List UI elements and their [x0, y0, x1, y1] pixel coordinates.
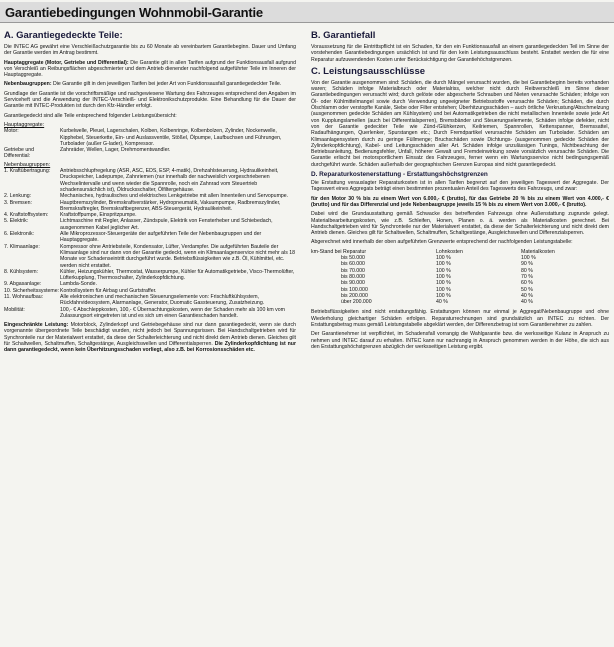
list-item [4, 244, 296, 269]
section-a-title: A. Garantiegedeckte Teile: [4, 30, 123, 41]
table-body [311, 255, 561, 305]
list-item-label: 11. Wohnaufbau: [4, 293, 44, 300]
list-item-value: Kompressor ohne Antriebsteile, Kondensator, Lüfter, Verdampfer. Die aufgeführten Bauteile der Klimaanlage sind nur dann von der Garantie gedeckt, wenn ein Klimaanlagenservice nicht mehr als 18 Monate vor Schadenseintritt durchgeführt wurde. Betriebsflüssigkeiten wie z.B. Öl, Kühlmittel, etc. werden nicht erstattet. [60, 243, 296, 269]
list-item-value: Lambda-Sonde. [60, 281, 97, 288]
section-c-title: C. Leistungsausschlüsse [311, 65, 426, 77]
list-item-value: Lichtmaschine mit Regler, Anlasser, Zündspule, Elektrik von Fensterheber und Schiebedach, ausgenommen Kabel jeglicher Art. [60, 218, 273, 231]
list-item-label: 8. Kühlsystem: [4, 268, 39, 275]
table-header-material: Materialkosten [521, 248, 555, 255]
nebenbaugruppen-group [4, 162, 296, 319]
list-item-label: 1. Kraftübertragung: [4, 168, 51, 175]
gedeckt-paragraph: Garantiegedeckt sind alle Teile entsprechend folgender Leistungsübersicht: [4, 112, 177, 119]
list-item [4, 269, 296, 282]
list-item-label: 2. Lenkung: [4, 193, 32, 200]
list-item-label: Mobilität: [4, 306, 25, 313]
table-cell: bis 90.000 [341, 280, 365, 287]
haupt-label: Hauptaggregate (Motor, Getriebe und Differential): [4, 59, 129, 66]
table-cell: 100 % [436, 292, 451, 299]
haupt-paragraph [4, 60, 296, 79]
table-row [311, 287, 561, 293]
list-item-value: Zahnräder, Wellen, Lager, Drehmomentwandler. [60, 147, 171, 154]
table-header-lohn: Lohnkosten [436, 248, 463, 255]
section-d-p2: Dabei wird die Grundausstattung gemäß Schwacke des betreffenden Fahrzeugs ohne Außenstattung zugrunde gelegt. Materialbearbeitungskosten, wie z.B. Schleifen, Honen, Planen o. ä. werden als Materialkosten gerechnet. Bei Handschaltgetrieben wird für Synchronteile nur der Materialwert erstattet, da diese der Schalterleichterung und nicht direkt dem Antrieb dienen. Gleiches gilt für Schaltwellen, Schaltmuffen, Schaltgestänge, Ausgleichswellen und Differenzialsperren. [311, 211, 609, 237]
haupt-text: Die Garantie gilt in allen Tarifen aufgrund der Funktionsausfall aufgrund von Verschleiß an Reibungsflächen abgeschmierter und dem Antrieb dienender nachfolgend aufgeführter Teile im Inneren der Hauptaggregate. [4, 59, 296, 79]
intro-paragraph: Die INTEC AG gewährt eine Verschleißschutzgarantie bis zu 60 Monate ab vereinbartem Garantiebeginn. Dauer und Umfang der Garantie werden im Antrag bestimmt. [4, 44, 296, 57]
hauptaggregate-group [4, 122, 296, 160]
table-cell: bis 60.000 [341, 261, 365, 268]
list-item-label: 6. Elektronik: [4, 231, 34, 238]
table-cell: bis 100.000 [341, 286, 368, 293]
list-item-value: Kühler, Heizungskühler, Thermostat, Wasserpumpe, Kühler für Automatikgetriebe, Visco-Thermolüfter, Lüfterkupplung, Thermoschalter, Zylinderkopfdichtung. [60, 268, 295, 282]
table-cell: bis 70.000 [341, 267, 365, 274]
title-bar [0, 2, 614, 23]
list-item-value: Alle elektronischen und mechanischen Steuerungselemente von: Frischluftkühlsystem, Rückfahrvideosystem, Alarmanlage, Generator, Duomatic Gassteuerung, Zusatzheizung. [60, 293, 265, 307]
list-item [4, 200, 296, 213]
table-row [311, 261, 561, 267]
section-d-p4: Betriebsflüssigkeiten sind nicht erstattungsfähig. Erstattungen können nur einmal je Aggregat/Nebenbaugruppe und ohne Wiederholung gleichartiger Schäden erfolgen. Reparaturrechnungen sind grundsätzlich an INTEC zu richten. Der Erstattungsbetrag muss gemäß Leistungstabelle abgeklärt werden, der Differenzbetrag ist vom Garantienehmer zu zahlen. [311, 309, 609, 328]
eingeschraenkt-paragraph [4, 322, 296, 353]
table-cell: 40 % [436, 299, 448, 306]
leistungstabelle [311, 249, 561, 306]
table-cell: 100 % [521, 255, 536, 262]
list-item [4, 231, 296, 244]
list-item-label: 7. Klimaanlage: [4, 243, 40, 250]
list-item-label: Getriebe und Differential: [4, 147, 34, 160]
neben-label: Nebenbaugruppen: [4, 81, 52, 88]
table-cell: 80 % [521, 267, 533, 274]
list-item-label: 9. Abgasanlage: [4, 281, 42, 288]
list-item [4, 147, 296, 160]
list-item-value: Mechanisches, hydraulisches und elektrisches Lenkgetriebe mit allen Innenteilen und Servopumpe. [60, 193, 289, 200]
right-column [311, 28, 609, 353]
table-cell: bis 200.000 [341, 292, 368, 299]
list-item-value: Kraftstoffpumpe, Einspritzpumpe. [60, 212, 137, 219]
list-item-value: Kontrollsystem für Airbag und Gurtstraffer. [60, 287, 157, 294]
hauptaggregate-list [4, 128, 296, 159]
table-cell: 100 % [436, 261, 451, 268]
eingeschraenkt-bold: Die Zylinderkopfdichtung ist nur dann garantiegedeckt, wenn kein Überhitzungsschaden vorliegt, also z.B. bei Korrosionsschäden etc. [4, 341, 296, 354]
section-d-bold: für den Motor 30 % bis zu einem Wert von 6.000,- € (brutto), für das Getriebe 20 % bis zu einem Wert von 4.000,- € (brutto) und für das Differenzial und jede Nebenbaugruppe jeweils 15 % bis zu einem Wert von 3.000,- € (brutto). [311, 195, 609, 208]
eingeschraenkt-label: Eingeschränkte Leistung: [4, 322, 69, 329]
left-column [4, 28, 296, 357]
list-item [4, 168, 296, 193]
list-item-label: 4. Kraftstoffsystem: [4, 212, 49, 219]
table-cell: bis 80.000 [341, 273, 365, 280]
table-cell: 50 % [521, 286, 533, 293]
list-item [4, 128, 296, 147]
list-item-value: 100,- € Abschleppkosten, 100,- € Übernachtungskosten, wenn der Schaden mehr als 100 km vom Zulassungsort eingetreten ist und es sich um einen Garantieschaden handelt. [60, 306, 285, 319]
nebenbaugruppen-title: Nebenbaugruppen: [4, 161, 51, 168]
table-cell: 40 % [521, 299, 533, 306]
section-d-p5: Der Garantienehmer ist verpflichtet, im Schadensfall vorrangig die Wahlgarantie bzw. die werksseitige Kulanz in Anspruch zu nehmen und INTEC darauf zu erhalten. INTEC kann nur nachrangig in Anspruch genommen werden in der Höhe, die sich aus den Erstattungshöchstgrenzen abzüglich der werksseitigen Leistung ergibt. [311, 331, 609, 350]
list-item [4, 294, 296, 307]
nebenbaugruppen-list [4, 168, 296, 319]
section-b-title: B. Garantiefall [311, 30, 376, 41]
table-cell: 100 % [436, 255, 451, 262]
neben-text: Die Garantie gilt in den jeweiligen Tarifen bei jeder Art von Funktionsausfall garantiegedeckter Teile. [53, 81, 282, 88]
table-cell: 40 % [521, 292, 533, 299]
section-d-p3: Abgerechnet wird innerhalb der oben aufgeführten Grenzwerte entsprechend der nachfolgenden Leistungstabelle: [311, 239, 573, 246]
list-item-label: Motor: [4, 128, 19, 135]
table-cell: 100 % [436, 280, 451, 287]
table-row [311, 299, 561, 305]
list-item [4, 218, 296, 231]
table-cell: bis 50.000 [341, 255, 365, 262]
section-b-text: Voraussetzung für die Eintrittspflicht ist ein Schaden, für den ein Funktionsausfall an einem garantiegedeckten Teil im Sinne der vorstehenden Garantiebedingungen ursächlich ist und für den kein Leistungsausschluss besteht. Erstattet werden die für eine Reparatur aufzuwendenden Kosten unter Berücksichtigung der Garantiehöchstgrenzen. [311, 44, 609, 63]
list-item-value: Antriebsschlupfregelung (ASR, ASC, EDS, ESP, 4-matik), Drehzahlsteuerung, Hydraulikeinheit, Druckspeicher, Ladepumpe, Zahnriemen (nur innerhalb der nachweislich vorgeschriebenen Wechselintervalle und wenn wieder die Spannrolle, noch ein Zahnrad vom Steuertrieb schadensursächlich ist), Öldrucksschalter, Ölfiltergehäuse. [60, 168, 279, 193]
list-item-label: 10. Sicherheitssysteme: [4, 287, 60, 294]
page-title: Garantiebedingungen Wohnmobil-Garantie [5, 5, 263, 20]
table-header-km: km-Stand bei Reparatur [311, 248, 367, 255]
list-item-value: Kurbelwelle, Pleuel, Lagerschalen, Kolben, Kolbenringe, Kolbenbolzen, Zylinder, Nockenwelle, Kipphebel, Steuerkette, Ein- und Auslassventile, Stößel, Ölpumpe, Laufbuchsen und Führungen, Turbolader (außer G-lader), Kompressor. [60, 128, 282, 147]
hauptaggregate-title: Hauptaggregate: [4, 121, 45, 128]
table-row [311, 280, 561, 286]
table-cell: 100 % [436, 286, 451, 293]
list-item [4, 307, 296, 320]
list-item-value: Alle Mikroprozessor-Steuergeräte der aufgeführten Teile der Nebenbaugruppen und der Hauptaggregate. [60, 231, 262, 244]
neben-paragraph [4, 81, 296, 87]
section-c-text: Von der Garantie ausgenommen sind: Schäden, die durch Mängel verursacht wurden, die bei Garantiebeginn bereits vorhanden waren; Schäden infolge Materialbruch oder Materialriss, welcher nicht durch Reibverschleiß im Sinne dieser Garantiebedingungen verursacht wird; durch gelöste oder abgescherte Schrauben und Nieten verursachte Schäden; infolge von Öl- oder Kühlmittelmangel sowie durch Verwendung ungeeigneter Betriebsstoffe verursachte Schäden; Schäden, die durch Ölschlamm oder verstopfte Kanäle, Siebe oder Filter entstehen; Überhitzungsschäden – auch örtliche Verkrustung/Abschmelzung (ausgenommen gedeckte Schäden am Kühlsystem) und bei Automatikgetrieben die nicht metallischen Innenteile sowie jede Art von Kupplungslamellen (auch bei Differentialsperren), Bremsbänder und Steuerungselemente, Schäden infolge defekter, nicht von der Garantie gedeckter Teile wie Zünd-/Glühkerzen, Keilriemen, Spannrollen, Kettenspanner, Bremssattel, Radaufhängungen, Querlenker, Spurstangen etc.; Durch Fremdpartikel verursachte Schäden am Turbolader. Schäden am Klimaanlagensystem durch zu geringe Füllmenge; Bruchschäden sowie Dichtungs- (ausgenommen gedeckte Schäden der Zylinderkopfdichtung), Kabel- und Leitungsschäden aller Art. Schäden infolge unzulässigen Tunings, Nichtbeachtung der Betriebsanleitung, Bedienungsfehler, Unfall, höherer Gewalt und Fremdeinwirkung sowie vorsätzlich verursachte Schäden. Die Garantie erlischt bei motorsportlichem Einsatz des Fahrzeuges, ferner wenn ein Wartungsservice nicht bedingungsgemäß durchgeführt wurde. Schäden außerhalb der geographischen Grenzen Europas sind nicht garantiegedeckt. [311, 79, 609, 168]
table-row [311, 268, 561, 274]
table-cell: 60 % [521, 280, 533, 287]
table-cell: 100 % [436, 267, 451, 274]
section-d-title: D. Reparaturkostenerstattung - Erstattungshöchstgrenzen [311, 171, 488, 179]
table-cell: 100 % [436, 273, 451, 280]
table-cell: über 200.000 [341, 299, 372, 306]
list-item-label: 3. Bremsen: [4, 199, 32, 206]
table-cell: 70 % [521, 273, 533, 280]
grundlage-paragraph: Grundlage der Garantie ist die vorschriftsmäßige und nachgewiesene Wartung des Fahrzeuges entsprechend den Angaben im Serviceheft und die Anwendung der INTEC-Verschleiß- und Elektronikschutzprodukte. Eine Behandlung für die Dauer der Garantie mit INTEC-Produkten ist durch den Kfz-Händler erfolgt. [4, 90, 296, 110]
list-item-value: Hauptbremszylinder, Bremskraftverstärker, Hydropneumatik, Vakuumpumpe, Radbremszylinder, Bremskraftregler, Bremskraftbegrenzer, ABS-Steuergerät, Hydraulikeinheit. [60, 199, 281, 212]
table-cell: 90 % [521, 261, 533, 268]
eingeschraenkt-text: Motorblock, Zylinderkopf und Getriebegehäuse sind nur dann garantiegedeckt, wenn sie durch vorgenannte übergeordnete Teile beschädigt wurden, nicht jedoch bei Spannungsrissen. Bei Handschaltgetrieben wird für Synchronteile nur der Materialwert erstattet, da diese der Schalterleichterung und nicht direkt dem Antrieb dienen. Gleiches gilt für Schaltwellen, Schaltmuffen, Schaltgestänge, Ausgleichswellen und Differentialsperren. [4, 322, 296, 348]
list-item-label: 5. Elektrik: [4, 218, 29, 225]
section-d-p1: Die Erstattung verauslagter Reparaturkosten ist in allen Tarifen begrenzt auf den jeweiligen Tageswert der Aggregate. Der Tageswert eines Aggregats beträgt einen bestimmten prozentualen Anteil des Tageswerts des Fahrzeugs, und zwar: [311, 180, 609, 193]
